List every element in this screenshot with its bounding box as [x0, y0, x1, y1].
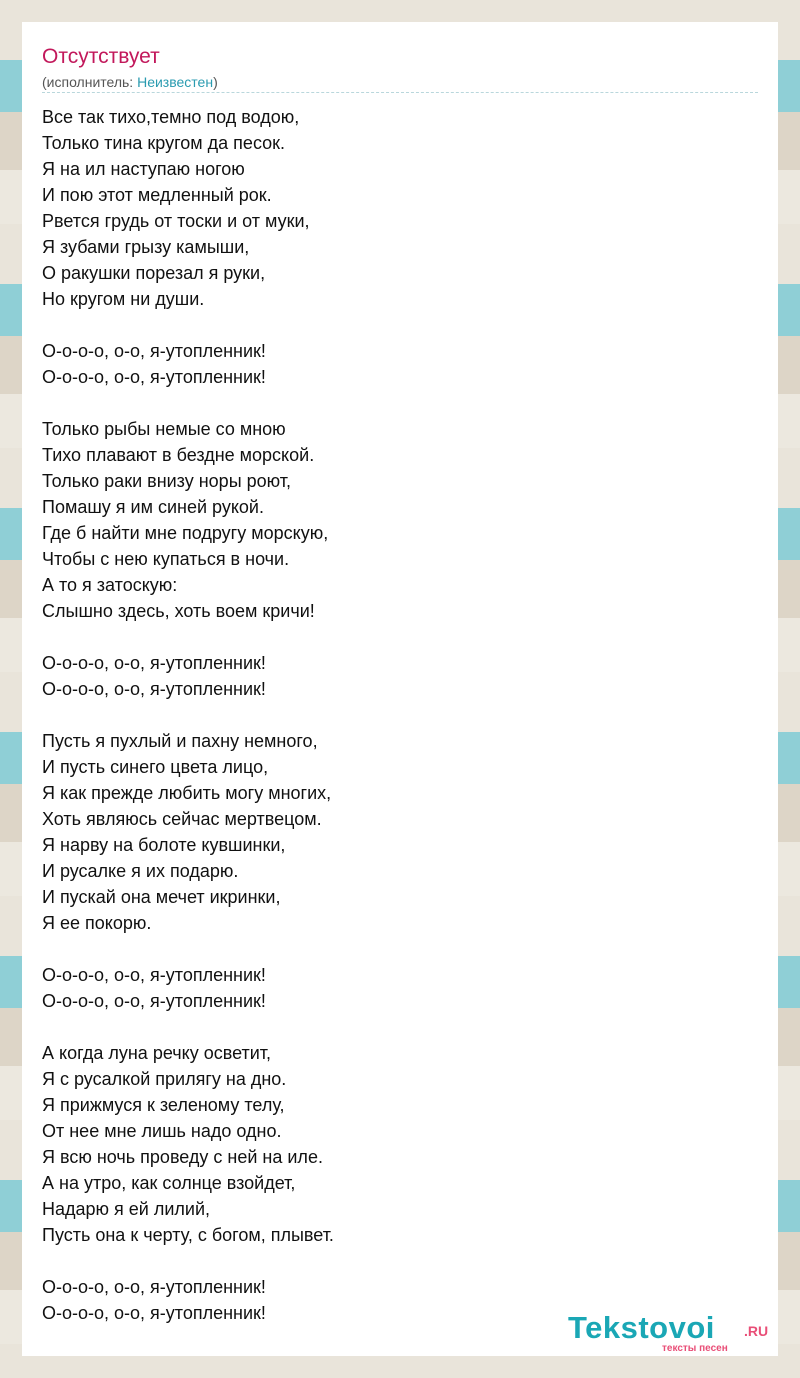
artist-prefix: (исполнитель:	[42, 74, 138, 90]
song-title: Отсутствует	[42, 45, 160, 68]
title-divider	[42, 92, 758, 93]
brand-logo[interactable]	[568, 1311, 778, 1355]
lyrics-card	[22, 22, 778, 1356]
brand-name: Tekstovoi	[568, 1310, 715, 1345]
lyrics-text: Все так тихо,темно под водою, Только тина кругом да песок. Я на ил наступаю ногою И пою этот медленный рок. Рвется грудь от тоски и от муки, Я зубами грызу камыши, О ракушки порезал я руки, Но кругом ни души. О-о-о-о, о-о, я-утопленник! О-о-о-о, о-о, я-утопленник! Только рыбы немые со мною Тихо плавают в бездне морской. Только раки внизу норы роют, Помашу я им синей рукой. Где б найти мне подругу морскую, Чтобы с нею купаться в ночи. А то я затоскую: Слышно здесь, хоть воем кричи! О-о-о-о, о-о, я-утопленник! О-о-о-о, о-о, я-утопленник! Пусть я пухлый и пахну немного, И пусть синего цвета лицо, Я как прежде любить могу многих, Хоть являюсь сейчас мертвецом. Я нарву на болоте кувшинки, И русалке я их подарю. И пускай она мечет икринки, Я ее покорю. О-о-о-о, о-о, я-утопленник! О-о-о-о, о-о, я-утопленник! А когда луна речку осветит, Я с русалкой прилягу на дно. Я прижмуся к зеленому телу, От нее мне лишь надо одно. Я всю ночь проведу с ней на иле. А на утро, как солнце взойдет, Надарю я ей лилий, Пусть она к черту, с богом, плывет. О-о-о-о, о-о, я-утопленник! О-о-о-о, о-о, я-утопленник!	[42, 107, 334, 1323]
artist-link[interactable]: Неизвестен	[137, 74, 214, 90]
brand-tagline: тексты песен	[662, 1343, 728, 1354]
brand-tld: .RU	[744, 1323, 769, 1339]
artist-line	[42, 73, 218, 91]
artist-suffix: )	[213, 74, 218, 90]
